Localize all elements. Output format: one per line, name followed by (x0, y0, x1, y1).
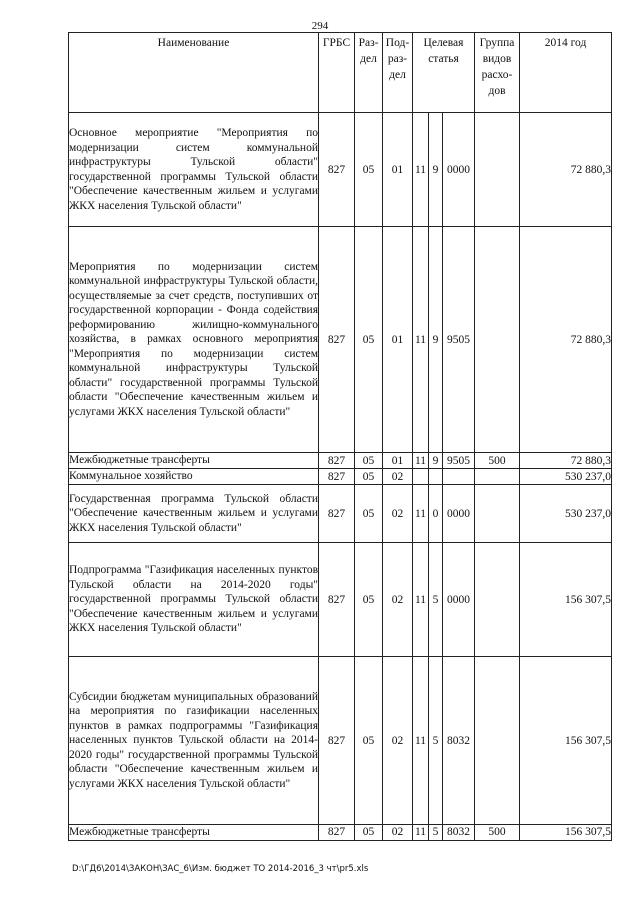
row-cs-program: 11 (413, 543, 429, 657)
row-cs-code: 0000 (443, 113, 475, 227)
row-cs-program: 11 (413, 113, 429, 227)
row-cs-code: 9505 (443, 227, 475, 453)
table-row (69, 485, 612, 543)
row-grbs: 827 (319, 469, 355, 485)
row-vid-rashodov: 500 (475, 825, 520, 841)
row-podrazdel: 02 (383, 469, 413, 485)
table-row (69, 825, 612, 841)
table-row (69, 227, 612, 453)
row-podrazdel: 01 (383, 227, 413, 453)
row-name: Государственная программа Тульской области "Обеспечение качественным жильем и услугами ЖКХ населения Тульской области" (69, 485, 319, 543)
row-sum: 72 880,3 (520, 453, 612, 469)
row-podrazdel: 02 (383, 825, 413, 841)
row-razdel: 05 (355, 469, 383, 485)
row-grbs: 827 (319, 113, 355, 227)
row-cs-subprogram: 9 (429, 113, 443, 227)
row-podrazdel: 02 (383, 485, 413, 543)
row-cs-subprogram: 5 (429, 657, 443, 825)
row-podrazdel: 01 (383, 453, 413, 469)
row-razdel: 05 (355, 485, 383, 543)
header-podrazdel: Под- раз- дел (383, 33, 413, 113)
row-vid-rashodov (475, 485, 520, 543)
row-grbs: 827 (319, 543, 355, 657)
header-gruppa: Группа видов расхо- дов (475, 33, 520, 113)
row-razdel: 05 (355, 113, 383, 227)
row-name: Коммунальное хозяйство (69, 469, 319, 485)
row-cs-code: 0000 (443, 485, 475, 543)
row-cs-program: 11 (413, 657, 429, 825)
row-razdel: 05 (355, 825, 383, 841)
row-name: Основное мероприятие "Мероприятия по модернизации систем коммунальной инфраструктуры Тульской области" государственной программы Тульской области "Обеспечение качественным жильем и услугами ЖКХ населения Тульской области" (69, 113, 319, 227)
row-cs-program: 11 (413, 485, 429, 543)
row-cs-subprogram: 9 (429, 453, 443, 469)
row-vid-rashodov (475, 657, 520, 825)
row-vid-rashodov (475, 227, 520, 453)
row-cs-code (443, 469, 475, 485)
file-path-footer: D:\ГД6\2014\ЗАКОН\ЗАС_6\Изм. бюджет ТО 2014-2016_3 чт\pr5.xls (72, 864, 369, 874)
row-vid-rashodov (475, 469, 520, 485)
row-podrazdel: 02 (383, 543, 413, 657)
row-cs-subprogram: 9 (429, 227, 443, 453)
table-header-row (69, 33, 612, 113)
row-sum: 530 237,0 (520, 485, 612, 543)
row-podrazdel: 02 (383, 657, 413, 825)
row-cs-program (413, 469, 429, 485)
row-vid-rashodov: 500 (475, 453, 520, 469)
row-razdel: 05 (355, 453, 383, 469)
table-row (69, 657, 612, 825)
row-cs-subprogram (429, 469, 443, 485)
row-sum: 156 307,5 (520, 543, 612, 657)
row-razdel: 05 (355, 227, 383, 453)
row-name: Субсидии бюджетам муниципальных образований на мероприятия по газификации населенных пунктов в рамках подпрограммы "Газификация населенных пунктов Тульской области на 2014-2020 годы" государственной программы Тульской области "Обеспечение качественным жильем и услугами ЖКХ населения Тульской области" (69, 657, 319, 825)
header-celevaya: Целевая статья (413, 33, 475, 113)
row-cs-subprogram: 5 (429, 825, 443, 841)
row-sum: 156 307,5 (520, 657, 612, 825)
row-vid-rashodov (475, 543, 520, 657)
table-row (69, 453, 612, 469)
row-grbs: 827 (319, 227, 355, 453)
row-name: Межбюджетные трансферты (69, 825, 319, 841)
row-razdel: 05 (355, 543, 383, 657)
row-grbs: 827 (319, 825, 355, 841)
header-year: 2014 год (520, 33, 612, 113)
row-sum: 156 307,5 (520, 825, 612, 841)
header-razdel: Раз- дел (355, 33, 383, 113)
budget-table (68, 32, 612, 841)
row-cs-code: 0000 (443, 543, 475, 657)
table-row (69, 543, 612, 657)
row-grbs: 827 (319, 485, 355, 543)
row-vid-rashodov (475, 113, 520, 227)
row-grbs: 827 (319, 453, 355, 469)
row-razdel: 05 (355, 657, 383, 825)
row-name: Межбюджетные трансферты (69, 453, 319, 469)
row-cs-subprogram: 5 (429, 543, 443, 657)
header-grbs: ГРБС (319, 33, 355, 113)
row-podrazdel: 01 (383, 113, 413, 227)
row-cs-code: 9505 (443, 453, 475, 469)
row-name: Мероприятия по модернизации систем коммунальной инфраструктуры Тульской области, осуществляемые за счет средств, поступивших от государственной корпорации - Фонда содействия реформированию жилищно-коммунального хозяйства, в рамках основного мероприятия "Мероприятия по модернизации систем коммунальной инфраструктуры Тульской области" государственной программы Тульской области "Обеспечение качественным жильем и услугами ЖКХ населения Тульской области" (69, 227, 319, 453)
row-cs-program: 11 (413, 453, 429, 469)
row-cs-code: 8032 (443, 825, 475, 841)
table-body (69, 113, 612, 841)
row-name: Подпрограмма "Газификация населенных пунктов Тульской области на 2014-2020 годы" государственной программы Тульской области "Обеспечение качественным жильем и услугами ЖКХ населения Тульской области" (69, 543, 319, 657)
table-row (69, 469, 612, 485)
page-number: 294 (311, 20, 329, 32)
row-sum: 72 880,3 (520, 113, 612, 227)
row-grbs: 827 (319, 657, 355, 825)
row-cs-program: 11 (413, 825, 429, 841)
row-sum: 530 237,0 (520, 469, 612, 485)
row-cs-program: 11 (413, 227, 429, 453)
header-name: Наименование (69, 33, 319, 113)
row-sum: 72 880,3 (520, 227, 612, 453)
row-cs-subprogram: 0 (429, 485, 443, 543)
row-cs-code: 8032 (443, 657, 475, 825)
table-row (69, 113, 612, 227)
